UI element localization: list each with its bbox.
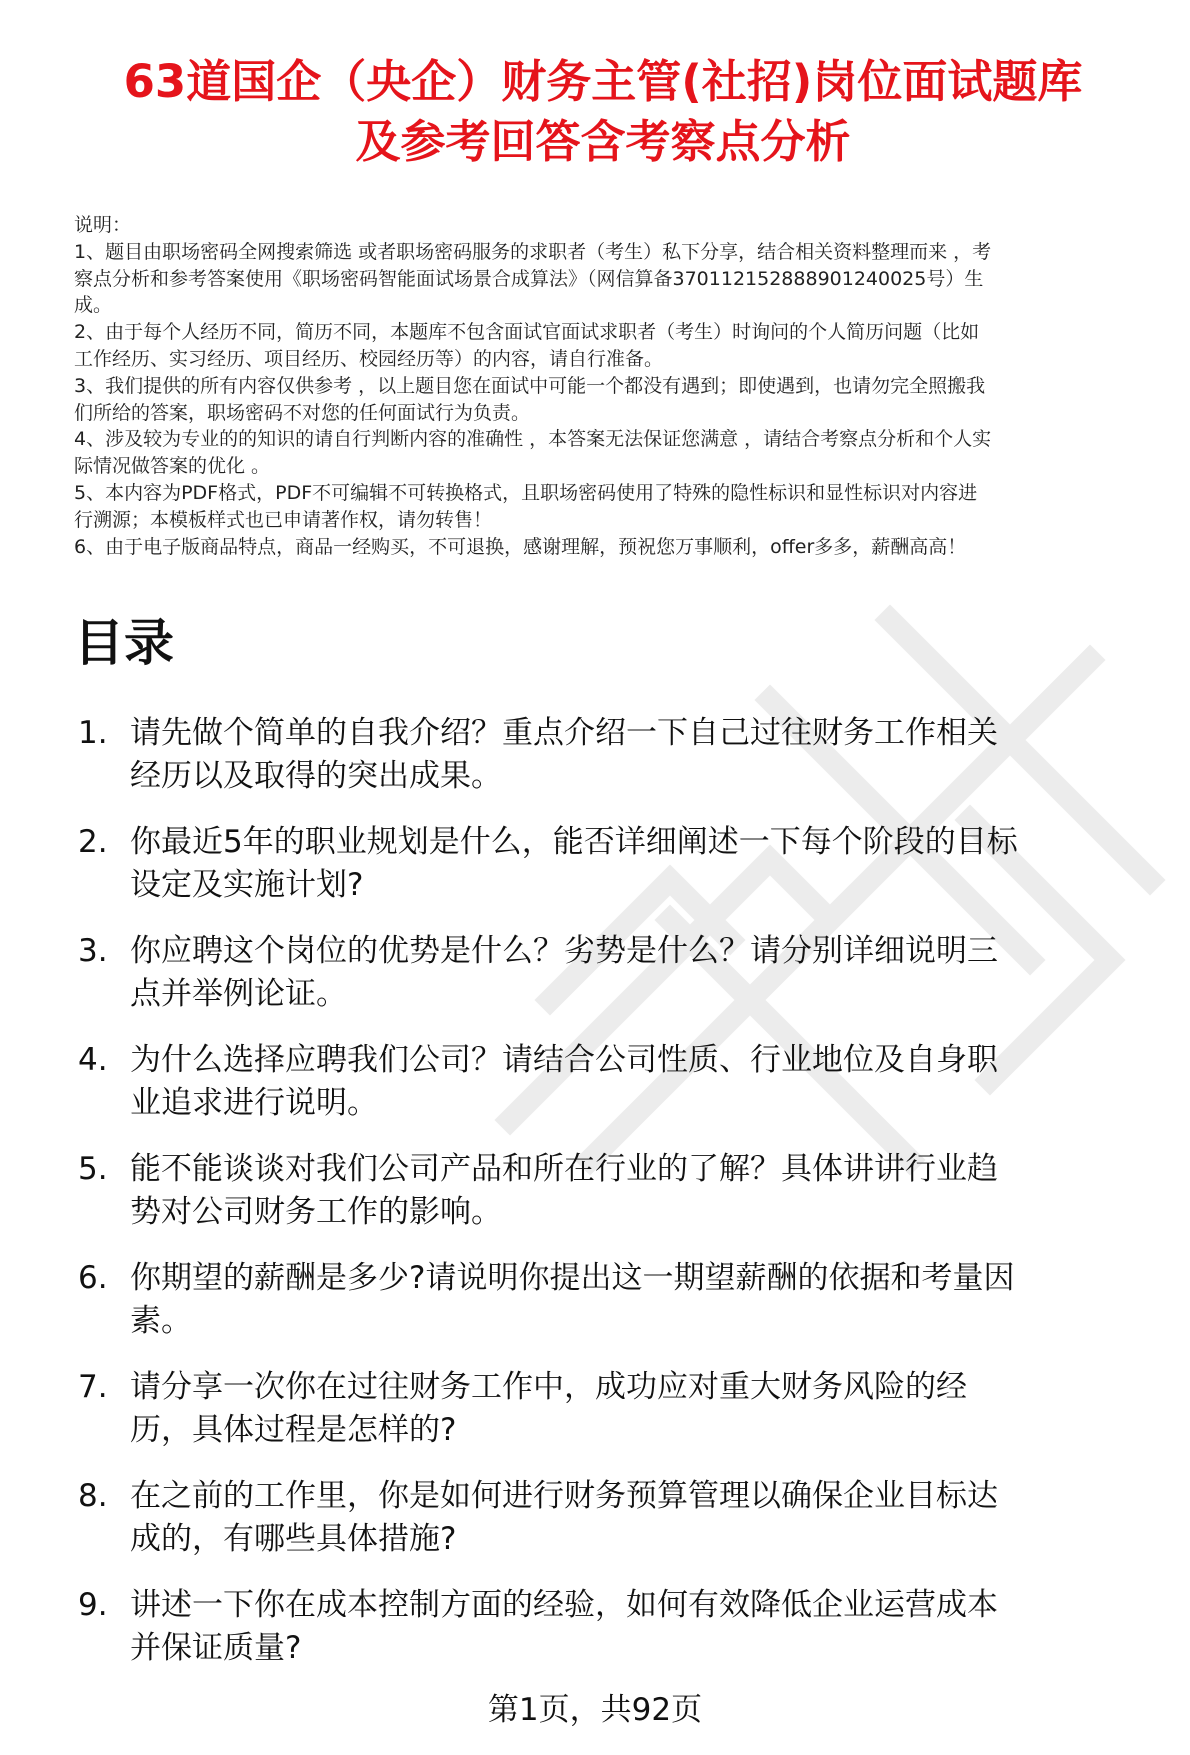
toc-item-number: 2. bbox=[78, 824, 108, 860]
toc-item-number: 7. bbox=[78, 1369, 108, 1405]
toc-item-number: 3. bbox=[78, 933, 108, 969]
note-line: 5、本内容为PDF格式，PDF不可编辑不可转换格式，且职场密码使用了特殊的隐性标识和显性标识对内容进 bbox=[74, 481, 978, 504]
toc-item-text: 能不能谈谈对我们公司产品和所在行业的了解？具体讲讲行业趋 bbox=[130, 1151, 998, 1187]
toc-item-text: 业追求进行说明。 bbox=[130, 1085, 378, 1121]
toc-item-6[interactable] bbox=[74, 1257, 1174, 1343]
toc-item-text: 你期望的薪酬是多少?请说明你提出这一期望薪酬的依据和考量因 bbox=[130, 1260, 1015, 1296]
toc-list bbox=[74, 712, 1174, 1693]
note-line: 1、题目由职场密码全网搜索筛选 或者职场密码服务的求职者（考生）私下分享，结合相关资料整理而来 ，考 bbox=[74, 240, 992, 263]
note-line: 2、由于每个人经历不同，简历不同，本题库不包含面试官面试求职者（考生）时询问的个人简历问题（比如 bbox=[74, 321, 980, 344]
toc-item-text: 在之前的工作里，你是如何进行财务预算管理以确保企业目标达 bbox=[130, 1478, 998, 1514]
toc-item-text: 并保证质量? bbox=[130, 1630, 302, 1666]
note-line: 成。 bbox=[74, 294, 113, 317]
toc-item-text: 讲述一下你在成本控制方面的经验，如何有效降低企业运营成本 bbox=[130, 1587, 998, 1623]
title-line-2: 及参考回答含考察点分析 bbox=[355, 115, 851, 168]
toc-item-text: 历，具体过程是怎样的? bbox=[130, 1412, 457, 1448]
toc-item-text: 点并举例论证。 bbox=[130, 976, 347, 1012]
toc-item-5[interactable] bbox=[74, 1148, 1174, 1234]
note-line: 行溯源；本模板样式也已申请著作权，请勿转售！ bbox=[74, 508, 493, 531]
toc-item-1[interactable] bbox=[74, 712, 1174, 798]
toc-item-text: 请先做个简单的自我介绍？重点介绍一下自己过往财务工作相关 bbox=[130, 715, 998, 751]
note-line: 说明： bbox=[74, 214, 132, 236]
title-line-1: 63道国企（央企）财务主管(社招)岗位面试题库 bbox=[123, 55, 1083, 108]
toc-item-text: 素。 bbox=[130, 1303, 192, 1339]
note-line: 4、涉及较为专业的的知识的请自行判断内容的准确性 ，本答案无法保证您满意 ，请结合考察点分析和个人实 bbox=[74, 428, 992, 451]
toc-item-7[interactable] bbox=[74, 1366, 1174, 1452]
disclaimer-notes bbox=[74, 212, 1166, 560]
toc-item-2[interactable] bbox=[74, 821, 1174, 907]
toc-item-text: 请分享一次你在过往财务工作中，成功应对重大财务风险的经 bbox=[130, 1369, 967, 1405]
note-line: 们所给的答案，职场密码不对您的任何面试行为负责。 bbox=[74, 401, 531, 424]
toc-item-number: 5. bbox=[78, 1151, 108, 1187]
toc-item-text: 为什么选择应聘我们公司？请结合公司性质、行业地位及自身职 bbox=[130, 1042, 998, 1078]
toc-item-number: 8. bbox=[78, 1478, 108, 1514]
toc-item-text: 成的，有哪些具体措施? bbox=[130, 1521, 457, 1557]
toc-item-text: 你最近5年的职业规划是什么，能否详细阐述一下每个阶段的目标 bbox=[130, 824, 1018, 860]
note-line: 工作经历、实习经历、项目经历、校园经历等）的内容，请自行准备。 bbox=[74, 347, 664, 370]
document-title bbox=[40, 52, 1166, 172]
note-line: 际情况做答案的优化 。 bbox=[74, 455, 271, 478]
toc-item-text: 设定及实施计划? bbox=[130, 867, 364, 903]
toc-item-number: 6. bbox=[78, 1260, 108, 1296]
note-line: 6、由于电子版商品特点，商品一经购买，不可退换，感谢理解，预祝您万事顺利，offer多多，薪酬高高！ bbox=[74, 535, 967, 558]
note-line: 察点分析和参考答案使用《职场密码智能面试场景合成算法》（网信算备370112152888901240025号）生 bbox=[74, 267, 984, 290]
toc-item-4[interactable] bbox=[74, 1039, 1174, 1125]
toc-item-number: 4. bbox=[78, 1042, 108, 1078]
toc-item-8[interactable] bbox=[74, 1475, 1174, 1561]
toc-item-3[interactable] bbox=[74, 930, 1174, 1016]
toc-item-text: 经历以及取得的突出成果。 bbox=[130, 758, 502, 794]
note-line: 3、我们提供的所有内容仅供参考 ，以上题目您在面试中可能一个都没有遇到；即使遇到，也请勿完全照搬我 bbox=[74, 374, 986, 397]
toc-item-number: 9. bbox=[78, 1587, 108, 1623]
toc-item-number: 1. bbox=[78, 715, 108, 751]
toc-item-9[interactable] bbox=[74, 1584, 1174, 1670]
page-number: 第1页，共92页 bbox=[487, 1692, 703, 1728]
toc-item-text: 势对公司财务工作的影响。 bbox=[130, 1194, 502, 1230]
toc-heading: 目录 bbox=[74, 614, 174, 672]
toc-item-text: 你应聘这个岗位的优势是什么？劣势是什么？请分别详细说明三 bbox=[130, 933, 998, 969]
